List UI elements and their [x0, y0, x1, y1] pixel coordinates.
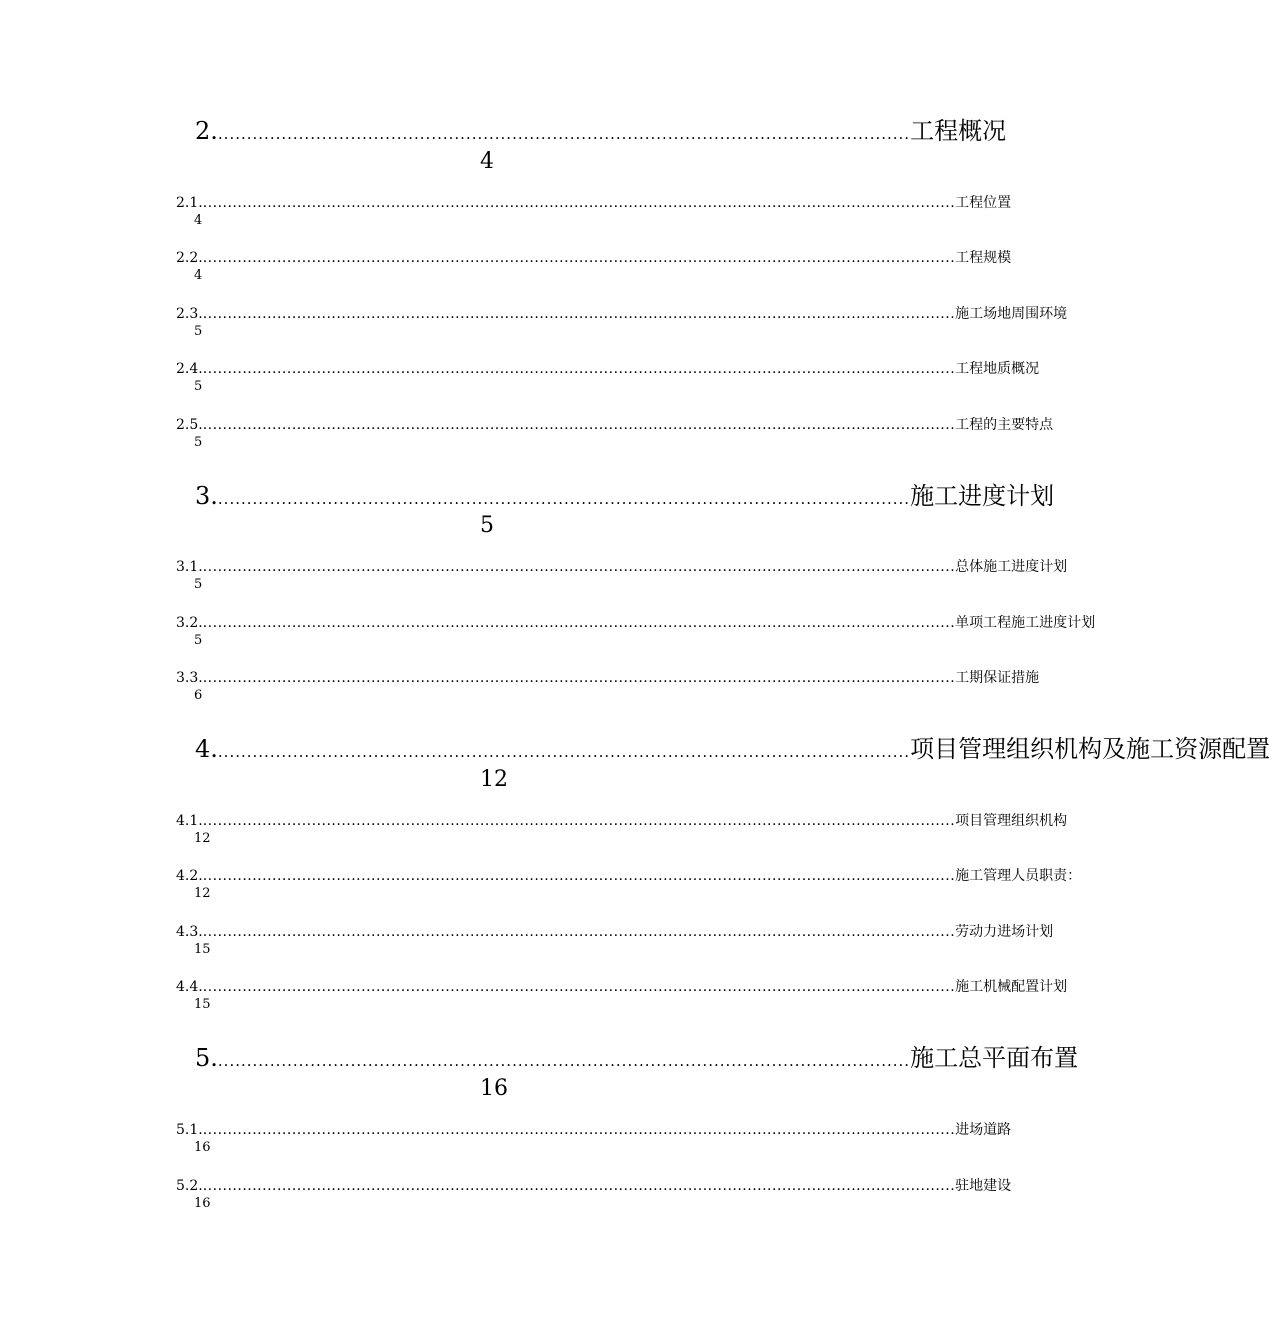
toc-page-number: 4 [194, 213, 203, 228]
toc-page-number: 5 [194, 324, 203, 339]
toc-title: 工程地质概况 [955, 361, 1040, 377]
dot-leader: ........................................................................................................................................................ [202, 250, 956, 266]
toc-entry-3-3[interactable] [176, 668, 1040, 688]
toc-number: 5.2. [176, 1178, 203, 1194]
toc-title: 施工场地周围环境 [955, 306, 1068, 322]
toc-title: 项目管理组织机构 [955, 813, 1068, 829]
toc-entry-5[interactable] [195, 1043, 1079, 1073]
toc-page-number: 16 [194, 1196, 211, 1211]
toc-entry-4-1[interactable] [176, 811, 1068, 831]
toc-title: 施工总平面布置 [910, 1044, 1079, 1072]
toc-title: 工程概况 [910, 117, 1007, 145]
toc-number: 3. [195, 482, 218, 510]
dot-leader: ........................................................................................................................................................ [202, 361, 956, 377]
toc-title: 驻地建设 [955, 1178, 1012, 1194]
toc-number: 2.2. [176, 250, 203, 266]
dot-leader: ........................................................................................................................................................ [202, 559, 956, 575]
toc-entry-3[interactable] [195, 481, 1055, 511]
toc-title: 总体施工进度计划 [955, 559, 1068, 575]
toc-page-number: 5 [194, 633, 203, 648]
toc-title: 施工管理人员职责： [955, 868, 1082, 884]
toc-title: 劳动力进场计划 [955, 924, 1054, 940]
toc-page-number: 5 [194, 435, 203, 450]
toc-entry-3-1[interactable] [176, 557, 1068, 577]
dot-leader: ........................................................................................................................................................ [202, 306, 956, 322]
toc-page-number: 5 [480, 513, 494, 538]
toc-title: 工期保证措施 [955, 670, 1040, 686]
toc-number: 3.3. [176, 670, 203, 686]
dot-leader: ........................................................................................................................................................ [202, 924, 956, 940]
toc-entry-2[interactable] [195, 116, 1007, 146]
toc-number: 2.5. [176, 417, 203, 433]
toc-number: 2.3. [176, 306, 203, 322]
toc-page-number: 6 [194, 688, 203, 703]
toc-page-number: 16 [480, 1076, 508, 1101]
toc-title: 施工进度计划 [910, 482, 1055, 510]
toc-page-number: 16 [194, 1140, 211, 1155]
dot-leader: ........................................................................................................................ [217, 1052, 911, 1070]
toc-number: 2.4. [176, 361, 203, 377]
toc-title: 单项工程施工进度计划 [955, 615, 1096, 631]
dot-leader: ........................................................................................................................................................ [202, 615, 956, 631]
dot-leader: ........................................................................................................................................................ [202, 417, 956, 433]
toc-number: 4.1. [176, 813, 203, 829]
toc-entry-2-2[interactable] [176, 248, 1012, 268]
toc-entry-2-3[interactable] [176, 304, 1068, 324]
toc-entry-2-4[interactable] [176, 359, 1040, 379]
dot-leader: ........................................................................................................................................................ [202, 868, 956, 884]
toc-title: 工程规模 [955, 250, 1012, 266]
toc-title: 工程的主要特点 [955, 417, 1054, 433]
toc-number: 2.1. [176, 195, 203, 211]
toc-title: 进场道路 [955, 1122, 1012, 1138]
dot-leader: ........................................................................................................................ [217, 743, 911, 761]
dot-leader: ........................................................................................................................................................ [202, 1122, 956, 1138]
dot-leader: ........................................................................................................................................................ [202, 195, 956, 211]
toc-page-number: 12 [194, 831, 211, 846]
toc-number: 3.2. [176, 615, 203, 631]
toc-entry-5-2[interactable] [176, 1176, 1012, 1196]
toc-entry-2-1[interactable] [176, 193, 1012, 213]
toc-number: 3.1. [176, 559, 203, 575]
toc-entry-4-2[interactable] [176, 866, 1082, 886]
dot-leader: ........................................................................................................................................................ [202, 670, 956, 686]
toc-entry-4[interactable] [195, 734, 1270, 764]
dot-leader: ........................................................................................................................................................ [202, 813, 956, 829]
toc-number: 5.1. [176, 1122, 203, 1138]
toc-number: 4. [195, 735, 218, 763]
toc-title: 工程位置 [955, 195, 1012, 211]
dot-leader: ........................................................................................................................ [217, 125, 911, 143]
toc-page-number: 12 [480, 767, 508, 792]
toc-entry-4-3[interactable] [176, 922, 1054, 942]
toc-page-number: 5 [194, 577, 203, 592]
toc-page-number: 4 [480, 149, 494, 174]
toc-number: 4.3. [176, 924, 203, 940]
toc-entry-2-5[interactable] [176, 415, 1054, 435]
dot-leader: ........................................................................................................................................................ [202, 979, 956, 995]
toc-entry-3-2[interactable] [176, 613, 1096, 633]
toc-page-number: 4 [194, 268, 203, 283]
dot-leader: ........................................................................................................................................................ [202, 1178, 956, 1194]
toc-entry-4-4[interactable] [176, 977, 1068, 997]
toc-number: 5. [195, 1044, 218, 1072]
toc-entry-5-1[interactable] [176, 1120, 1012, 1140]
toc-page-number: 12 [194, 886, 211, 901]
toc-number: 4.4. [176, 979, 203, 995]
toc-title: 施工机械配置计划 [955, 979, 1068, 995]
toc-number: 2. [195, 117, 218, 145]
dot-leader: ........................................................................................................................ [217, 490, 911, 508]
toc-number: 4.2. [176, 868, 203, 884]
toc-page-number: 15 [194, 942, 211, 957]
toc-page-number: 5 [194, 379, 203, 394]
toc-page-number: 15 [194, 997, 211, 1012]
toc-title: 项目管理组织机构及施工资源配置 [910, 735, 1270, 763]
